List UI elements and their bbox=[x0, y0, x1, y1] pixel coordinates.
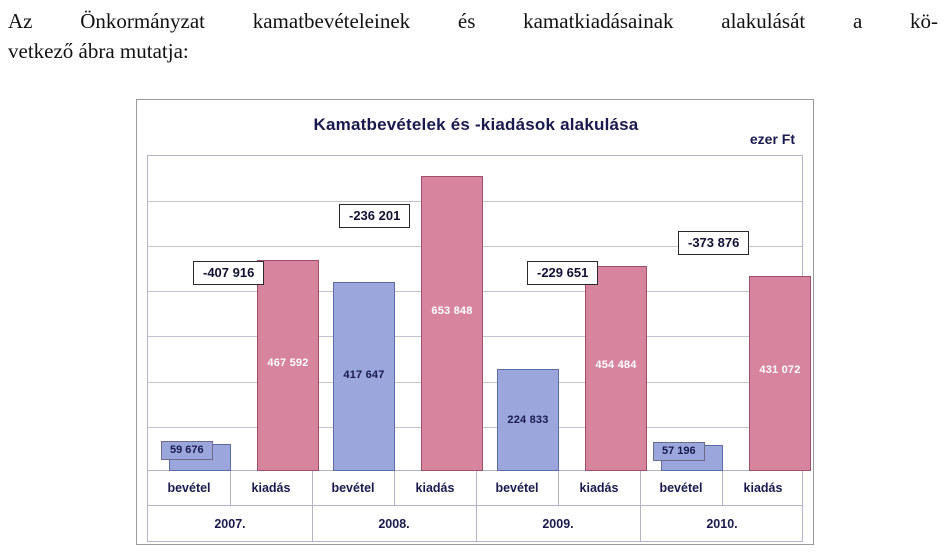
annotation-2009-balance: -229 651 bbox=[527, 261, 598, 285]
axis-label-2009-kiadas: kiadás bbox=[579, 481, 619, 495]
axis-label-2010-bevetel: bevétel bbox=[659, 481, 703, 495]
intro-paragraph bbox=[8, 6, 938, 66]
bar-value-box-2010-bevetel: 57 196 bbox=[653, 442, 705, 461]
annotation-2010-balance: -373 876 bbox=[678, 231, 749, 255]
axis-label-2008-kiadas: kiadás bbox=[415, 481, 455, 495]
chart-year-axis bbox=[147, 506, 803, 542]
axis-label-2010-kiadas: kiadás bbox=[743, 481, 783, 495]
bar-2010-kiadas[interactable] bbox=[749, 276, 811, 471]
bar-group-2010 bbox=[657, 155, 821, 471]
bar-group-2009 bbox=[493, 155, 657, 471]
bar-value-2008-kiadas: 653 848 bbox=[431, 305, 473, 317]
intro-line-2: vetkező ábra mutatja: bbox=[8, 39, 189, 63]
axis-label-2008-bevetel: bevétel bbox=[331, 481, 375, 495]
axis-label-year-2010: 2010. bbox=[706, 516, 738, 531]
axis-label-year-2009: 2009. bbox=[542, 516, 574, 531]
bar-value-2009-bevetel: 224 833 bbox=[507, 414, 549, 426]
chart-container bbox=[136, 99, 814, 545]
bar-2009-kiadas[interactable] bbox=[585, 266, 647, 471]
bar-2007-kiadas[interactable] bbox=[257, 260, 319, 471]
bar-value-2007-kiadas: 467 592 bbox=[267, 357, 309, 369]
bar-group-2008 bbox=[329, 155, 493, 471]
annotation-2007-balance: -407 916 bbox=[193, 261, 264, 285]
bar-value-2009-kiadas: 454 484 bbox=[595, 359, 637, 371]
axis-label-2007-bevetel: bevétel bbox=[167, 481, 211, 495]
bar-group-2007 bbox=[165, 155, 329, 471]
intro-line-1: Az Önkormányzat kamatbevételeinek és kamatkiadásainak alakulását a kö- bbox=[8, 9, 938, 33]
axis-label-2009-bevetel: bevétel bbox=[495, 481, 539, 495]
axis-label-year-2007: 2007. bbox=[214, 516, 246, 531]
bar-2008-bevetel[interactable] bbox=[333, 282, 395, 471]
bar-2008-kiadas[interactable] bbox=[421, 176, 483, 471]
bar-value-2008-bevetel: 417 647 bbox=[343, 369, 385, 381]
chart-category-axis bbox=[147, 471, 803, 506]
bar-2009-bevetel[interactable] bbox=[497, 369, 559, 471]
axis-label-2007-kiadas: kiadás bbox=[251, 481, 291, 495]
bar-value-2010-kiadas: 431 072 bbox=[759, 364, 801, 376]
annotation-2008-balance: -236 201 bbox=[339, 204, 410, 228]
chart-unit-label: ezer Ft bbox=[749, 131, 795, 147]
chart-bars-layer bbox=[147, 155, 803, 471]
bar-value-box-2007-bevetel: 59 676 bbox=[161, 441, 213, 460]
chart-title: Kamatbevételek és -kiadások alakulása bbox=[313, 115, 639, 134]
axis-label-year-2008: 2008. bbox=[378, 516, 410, 531]
